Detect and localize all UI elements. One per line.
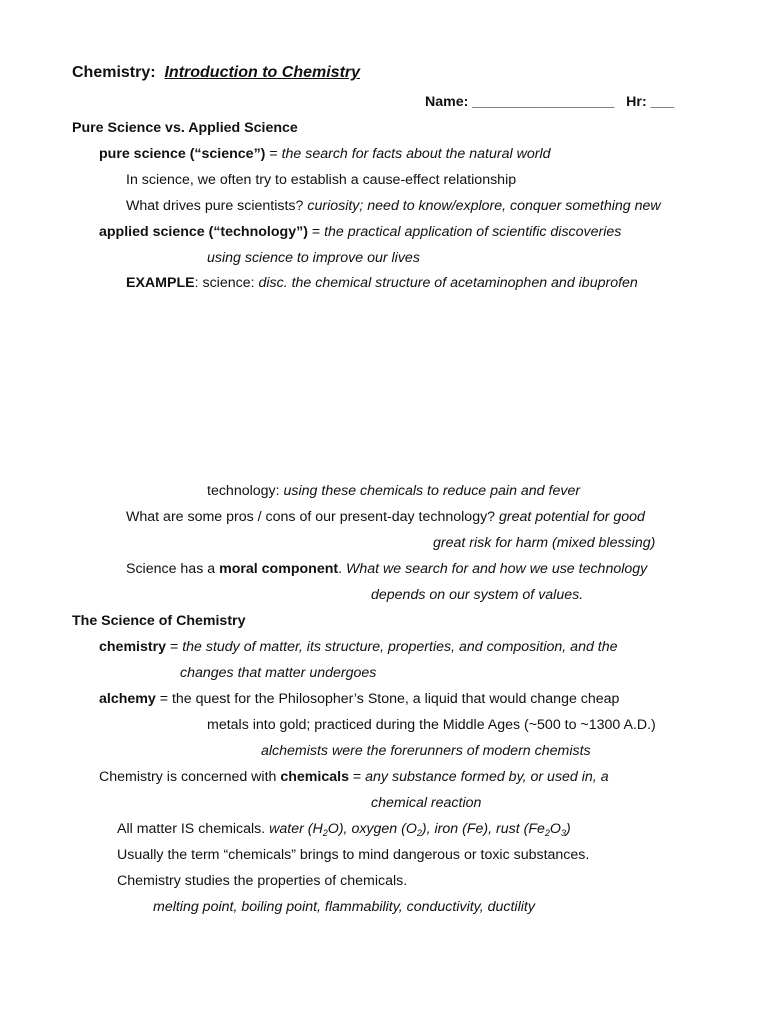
all-matter-line: All matter IS chemicals. water $(H_2O)$, oxygen $(O_2)$, iron (Fe), rust $(Fe_2O_3)$	[117, 821, 571, 838]
chemistry-definition: chemistry = the study of matter, its structure, properties, and composition, and the	[99, 639, 618, 655]
chemistry-def-cont: changes that matter undergoes	[180, 665, 377, 681]
technology-label: technology:	[207, 483, 284, 499]
applied-science-definition: applied science (“technology”) = the practical application of scientific discoveries	[99, 224, 622, 240]
alchemy-definition	[99, 690, 619, 708]
technology-text: using these chemicals to reduce pain and fever	[283, 483, 581, 499]
drives-line	[126, 197, 661, 215]
alchemy-def: = the quest for the Philosopher’s Stone, a liquid that would change cheap	[155, 691, 620, 707]
pure-science-definition: pure science (“science”) = the search for facts about the natural world	[99, 146, 551, 162]
moral-component-line: Science has a moral component. What we search for and how we use technology	[126, 561, 648, 577]
applied-science-def: the practical application of scientific discoveries	[324, 224, 622, 240]
cause-effect-line: In science, we often try to establish a cause-effect relationship	[126, 172, 517, 188]
chemicals-term: chemicals	[280, 769, 349, 785]
alchemy-def-cont: metals into gold; practiced during the Middle Ages (~500 to ~1300 A.D.)	[207, 717, 656, 733]
topic-title: Introduction to Chemistry	[164, 64, 361, 81]
alchemists-note: alchemists were the forerunners of modern chemists	[261, 743, 591, 759]
chemicals-def: any substance formed by, or used in, a	[365, 769, 609, 785]
pros-cons-line	[126, 508, 645, 526]
section-heading-science-of-chemistry: The Science of Chemistry	[72, 613, 246, 629]
name-field-label: Name: __________________	[425, 94, 615, 110]
alchemy-term: alchemy	[99, 691, 156, 707]
pros-answer: great potential for good	[499, 509, 645, 525]
applied-science-def-cont: using science to improve our lives	[207, 250, 420, 266]
section-heading-pure-applied: Pure Science vs. Applied Science	[72, 120, 298, 136]
example-line: EXAMPLE: science: disc. the chemical structure of acetaminophen and ibuprofen	[126, 275, 638, 291]
studies-line: Chemistry studies the properties of chemicals.	[117, 873, 408, 889]
hr-field-label: Hr: ___	[626, 94, 675, 110]
chemistry-term: chemistry	[99, 639, 167, 655]
chemicals-definition: Chemistry is concerned with chemicals = any substance formed by, or used in, a	[99, 769, 609, 785]
example-science: disc. the chemical structure of acetaminophen and ibuprofen	[258, 275, 638, 291]
pure-science-term: pure science (“science”)	[99, 146, 266, 162]
drives-answer: curiosity; need to know/explore, conquer something new	[307, 198, 661, 214]
chemical-examples: water $(H_2O)$, oxygen $(O_2)$, iron (Fe), rust $(Fe_2O_3)$	[269, 821, 571, 838]
pros-cons-question: What are some pros / cons of our present-day technology?	[126, 509, 500, 525]
pure-science-def: the search for facts about the natural world	[281, 146, 551, 162]
subject-label: Chemistry:	[72, 64, 156, 81]
name-hr-line	[425, 93, 674, 111]
chemistry-def: the study of matter, its structure, properties, and composition, and the	[182, 639, 618, 655]
moral-answer: What we search for and how we use technology	[346, 561, 648, 577]
drives-question: What drives pure scientists?	[126, 198, 308, 214]
worksheet-title	[72, 64, 360, 82]
moral-component-term: moral component	[219, 561, 339, 577]
applied-science-term: applied science (“technology”)	[99, 224, 308, 240]
technology-example-line	[207, 482, 580, 500]
usually-line: Usually the term “chemicals” brings to mind dangerous or toxic substances.	[117, 847, 590, 863]
chemicals-def-cont: chemical reaction	[371, 795, 482, 811]
properties-list: melting point, boiling point, flammability, conductivity, ductility	[153, 899, 535, 915]
pros-cons-answer-cont: great risk for harm (mixed blessing)	[433, 535, 656, 551]
moral-answer-cont: depends on our system of values.	[371, 587, 584, 603]
example-label: EXAMPLE	[126, 275, 195, 291]
